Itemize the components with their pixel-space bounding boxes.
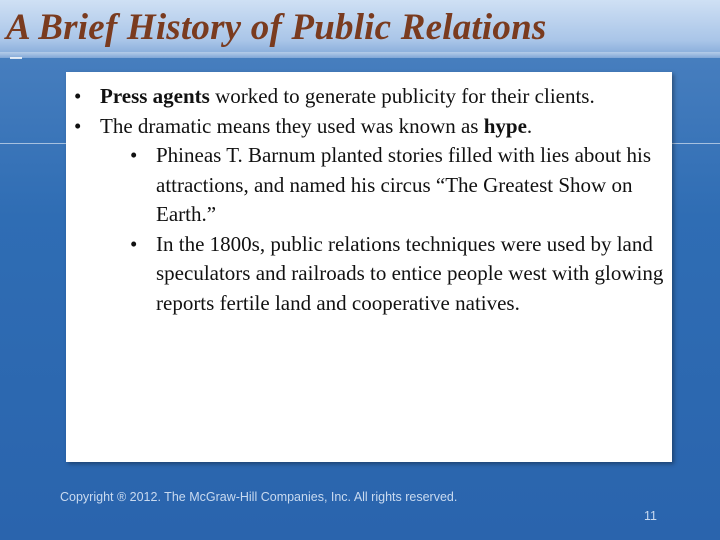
slide-title: A Brief History of Public Relations bbox=[6, 7, 547, 48]
content-box bbox=[66, 72, 672, 462]
sub-bullet-list bbox=[130, 141, 670, 318]
title-underline-mark bbox=[10, 57, 22, 59]
page-number: 11 bbox=[644, 509, 657, 523]
bullet-bold-term: Press agents bbox=[100, 84, 210, 108]
bullet-list bbox=[74, 82, 670, 318]
bullet-bold-term: hype bbox=[483, 113, 527, 138]
bullet-item bbox=[74, 112, 670, 319]
divider-line-right bbox=[672, 143, 720, 144]
copyright-footer: Copyright ® 2012. The McGraw-Hill Companies, Inc. All rights reserved. bbox=[60, 490, 458, 504]
bullet-text: . bbox=[526, 113, 533, 138]
bullet-text: The dramatic means they used was known as bbox=[100, 113, 484, 138]
sub-bullet-item: • Phineas T. Barnum planted stories filled with lies about his attractions, and named his circus “The Greatest Show on Earth.” bbox=[130, 141, 670, 230]
divider-line-left bbox=[0, 143, 66, 144]
bullet-text: worked to generate publicity for their clients. bbox=[209, 84, 595, 108]
bullet-item bbox=[74, 82, 670, 112]
sub-bullet-item: • In the 1800s, public relations techniques were used by land speculators and railroads to entice people west with glowing reports fertile land and cooperative natives. bbox=[130, 230, 670, 319]
